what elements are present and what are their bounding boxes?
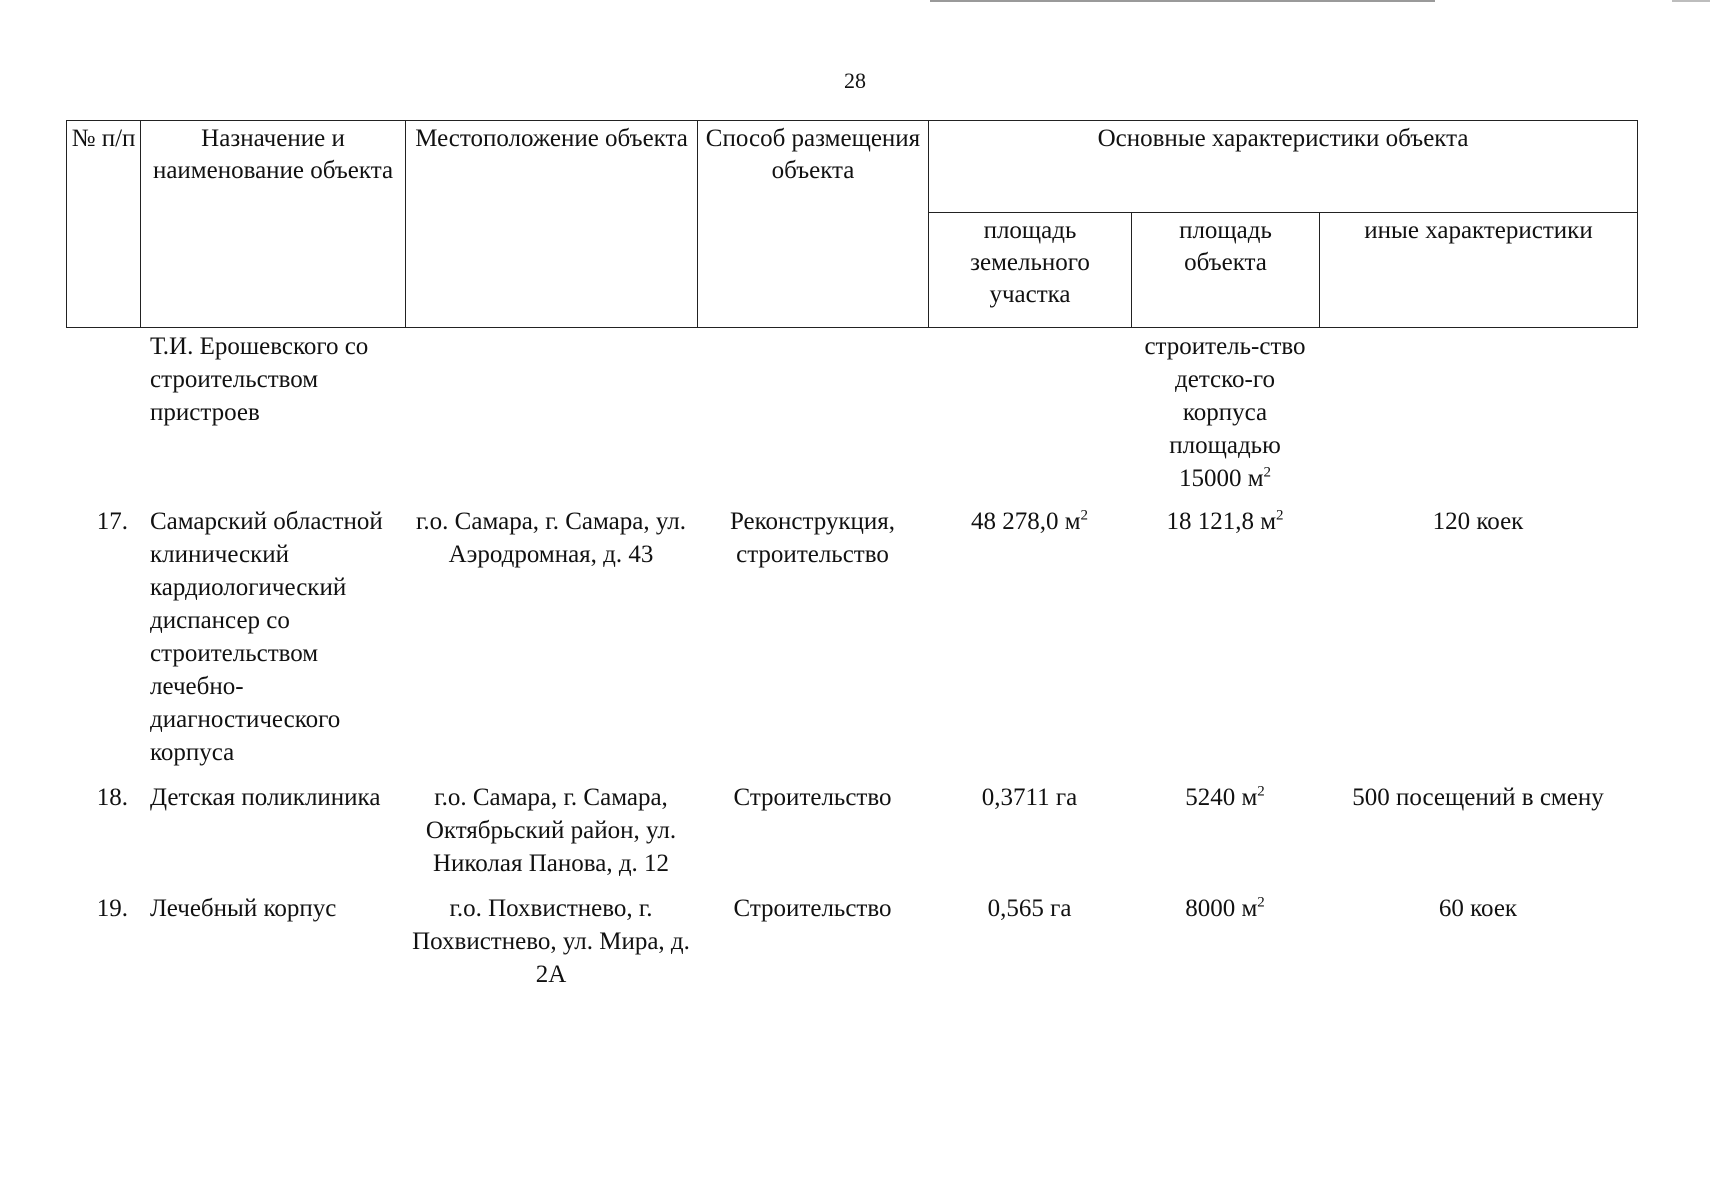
cell-num: 18.: [96, 784, 128, 811]
cell-other: [1319, 330, 1637, 505]
continuation-object-area: строитель-ство детско-го корпуса площадью 15000 м: [1144, 333, 1306, 492]
superscript: 2: [1276, 507, 1284, 524]
table-header: [66, 120, 1638, 328]
object-area-value: 18 121,8 м: [1166, 508, 1277, 535]
land-area-value: 0,3711 га: [981, 784, 1078, 811]
header-other: иные характеристики: [1320, 213, 1638, 328]
cell-object-area: [1131, 505, 1319, 781]
cell-land-area: [928, 892, 1131, 1003]
table-row-continuation: [66, 330, 1637, 505]
cell-object-area: [1131, 892, 1319, 1003]
cell-method: Реконструкция, строительство: [729, 508, 896, 568]
header-num: № п/п: [67, 121, 141, 328]
cell-other: 120 коек: [1432, 508, 1524, 535]
header-main-characteristics: Основные характеристики объекта: [929, 121, 1638, 213]
cell-location: [405, 330, 697, 505]
land-area-value: 48 278,0 м: [970, 508, 1081, 535]
object-area-value: 8000 м: [1185, 895, 1258, 922]
object-area-value: 5240 м: [1185, 784, 1258, 811]
superscript: 2: [1080, 507, 1089, 524]
cell-land-area: [928, 330, 1131, 505]
cell-land-area: [928, 505, 1131, 781]
scan-edge-line-right: [1672, 0, 1710, 2]
cell-object-area: [1131, 330, 1319, 505]
header-method: Способ размещения объекта: [698, 121, 929, 328]
cell-name: Лечебный корпус: [150, 895, 337, 922]
cell-object-area: [1131, 781, 1319, 892]
cell-num: 17.: [96, 508, 128, 535]
header-name: Назначение и наименование объекта: [141, 121, 406, 328]
header-land-area: площадь земельного участка: [929, 213, 1132, 328]
cell-num: 19.: [96, 895, 128, 922]
header-object-area: площадь объекта: [1132, 213, 1320, 328]
superscript: 2: [1263, 464, 1272, 481]
cell-num: [66, 330, 140, 505]
table-row-19: [66, 892, 1637, 1003]
cell-method: Строительство: [733, 895, 892, 922]
cell-location: г.о. Похвистнево, г. Похвистнево, ул. Мира, д. 2А: [412, 895, 690, 988]
land-area-value: 0,565 га: [987, 895, 1072, 922]
table-row-17: [66, 505, 1637, 781]
cell-method: Строительство: [733, 784, 892, 811]
scan-edge-line: [930, 0, 1435, 2]
cell-name: Самарский областной клинический кардиологический диспансер со строительством лечебно-диагностического корпуса: [150, 508, 383, 766]
cell-name: [140, 330, 405, 505]
table-row-18: [66, 781, 1637, 892]
cell-other: 500 посещений в смену: [1352, 784, 1604, 811]
cell-name: Детская поликлиника: [150, 784, 381, 811]
superscript: 2: [1257, 783, 1265, 800]
superscript: 2: [1257, 894, 1265, 911]
cell-location: г.о. Самара, г. Самара, Октябрьский район, ул. Николая Панова, д. 12: [425, 784, 677, 877]
cell-land-area: [928, 781, 1131, 892]
cell-other: 60 коек: [1438, 895, 1518, 922]
header-location: Местоположение объекта: [406, 121, 698, 328]
continuation-name: Т.И. Ерошевского со строительством пристроев: [150, 333, 369, 426]
cell-location: г.о. Самара, г. Самара, ул. Аэродромная, д. 43: [416, 508, 686, 568]
page-number: 28: [844, 68, 866, 93]
cell-method: [697, 330, 928, 505]
table-body: [66, 330, 1637, 1003]
